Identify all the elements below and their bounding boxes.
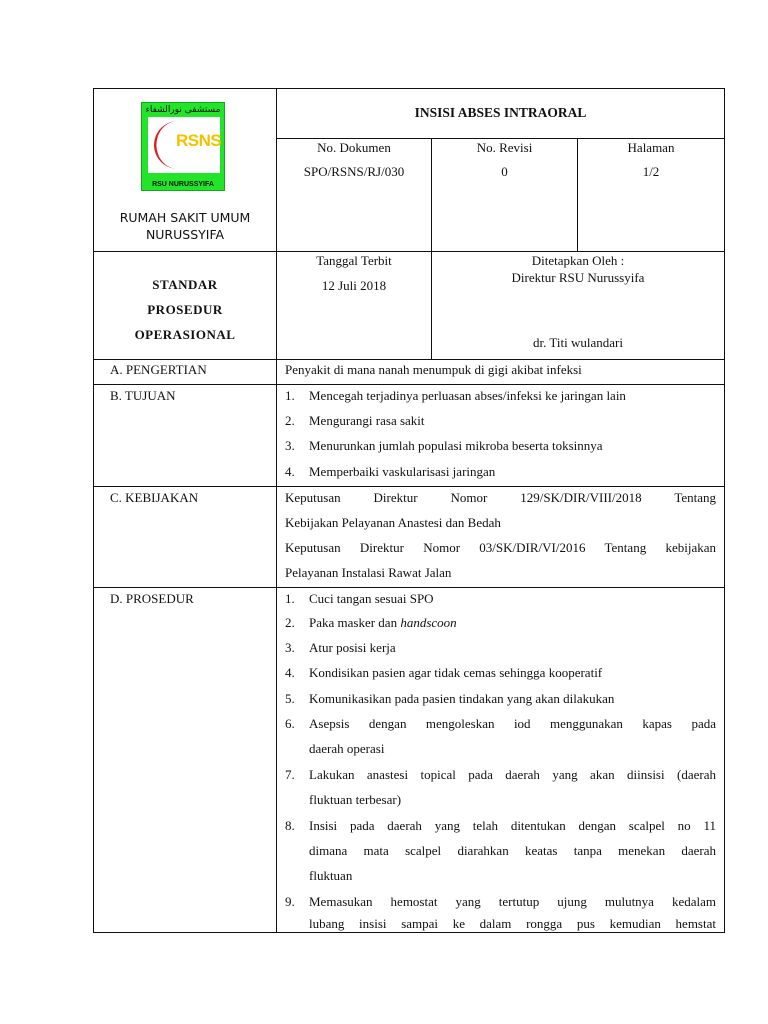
border-pengertian-bottom [93,384,724,385]
list-item: Cuci tangan sesuai SPO [309,591,434,606]
list-item-continuation: daerah operasi [309,741,385,756]
list-number: 4. [285,665,295,680]
document-title: INSISI ABSES INTRAORAL [414,105,587,120]
list-item: Menurunkan jumlah populasi mikroba beserta toksinnya [309,438,603,453]
border-col-divider [276,88,277,933]
tanggal-terbit-label: Tanggal Terbit [316,253,392,268]
list-number: 3. [285,640,295,655]
list-number: 6. [285,716,295,731]
list-number: 7. [285,767,295,782]
list-item: Komunikasikan pada pasien tindakan yang akan dilakukan [309,691,615,706]
list-item [309,615,457,631]
list-item-continuation: fluktuan terbesar) [309,792,402,807]
section-label-tujuan: B. TUJUAN [110,388,176,403]
border-row2-bottom [93,359,724,360]
list-number: 9. [285,894,295,909]
list-number: 2. [285,413,295,428]
list-item: Kondisikan pasien agar tidak cemas sehingga kooperatif [309,665,603,680]
spo-title-line2: PROSEDUR [147,302,223,317]
list-number: 5. [285,691,295,706]
section-label-kebijakan: C. KEBIJAKAN [110,490,199,505]
logo-abbreviation: RSNS [176,131,222,150]
border-tujuan-bottom [93,486,724,487]
hospital-name-line1: RUMAH SAKIT UMUM [119,210,251,225]
list-item: Atur posisi kerja [309,640,396,655]
list-item-italic: handscoon [400,615,457,630]
kebijakan-line: Kebijakan Pelayanan Anastesi dan Bedah [285,515,501,530]
tanggal-terbit-value: 12 Juli 2018 [321,278,387,293]
list-number: 4. [285,464,295,479]
halaman-label: Halaman [627,140,675,155]
list-number: 1. [285,388,295,403]
border-bottom [93,932,724,933]
kebijakan-line: Pelayanan Instalasi Rawat Jalan [285,565,452,580]
no-dokumen-value: SPO/RSNS/RJ/030 [303,164,405,179]
border-kebijakan-bottom [93,587,724,588]
no-revisi-value: 0 [501,164,508,179]
border-right [724,88,725,933]
list-item: Lakukan anastesi topical pada daerah yang akan diinsisi (daerah [309,767,716,782]
pengertian-text: Penyakit di mana nanah menumpuk di gigi akibat infeksi [285,362,582,377]
ditetapkan-by: Direktur RSU Nurussyifa [511,270,645,285]
list-item-continuation: lubang insisi sampai ke dalam rongga pus kemudian hemstat [309,916,716,931]
kebijakan-line: Keputusan Direktur Nomor 129/SK/DIR/VIII/2018 Tentang [285,490,716,505]
spo-title-line1: STANDAR [152,277,218,292]
border-row1-bottom [93,251,724,252]
list-item: Asepsis dengan mengoleskan iod menggunakan kapas pada [309,716,716,731]
list-item: Memperbaiki vaskularisasi jaringan [309,464,496,479]
border-top [93,88,724,89]
list-number: 1. [285,591,295,606]
spo-title-line3: OPERASIONAL [134,327,236,342]
list-number: 2. [285,615,295,630]
kebijakan-line: Keputusan Direktur Nomor 03/SK/DIR/VI/2016 Tentang kebijakan [285,540,716,555]
section-label-pengertian: A. PENGERTIAN [110,362,207,377]
list-item-continuation: dimana mata scalpel diarahkan keatas tanpa menekan daerah [309,843,716,858]
logo-emblem [148,117,220,173]
list-item: Insisi pada daerah yang telah ditentukan dengan scalpel no 11 [309,818,716,833]
list-number: 8. [285,818,295,833]
hospital-logo [141,102,225,191]
list-item: Mencegah terjadinya perluasan abses/infeksi ke jaringan lain [309,388,626,403]
no-dokumen-label: No. Dokumen [317,140,391,155]
list-item-continuation: fluktuan [309,868,353,883]
logo-arabic-text: مستشفى نورالشفاء [145,105,221,115]
ditetapkan-label: Ditetapkan Oleh : [531,253,625,268]
list-item: Memasukan hemostat yang tertutup ujung mulutnya kedalam [309,894,716,909]
halaman-value: 1/2 [642,164,660,179]
list-item: Mengurangi rasa sakit [309,413,425,428]
section-label-prosedur: D. PROSEDUR [110,591,194,606]
hospital-name-line2: NURUSSYIFA [145,227,225,242]
border-title-bottom [276,138,724,139]
signer-name: dr. Titi wulandari [533,335,623,350]
list-item-text: Paka masker dan [309,615,401,630]
list-number: 3. [285,438,295,453]
no-revisi-label: No. Revisi [476,140,533,155]
logo-footer-text: RSU NURUSSYIFA [152,181,214,188]
